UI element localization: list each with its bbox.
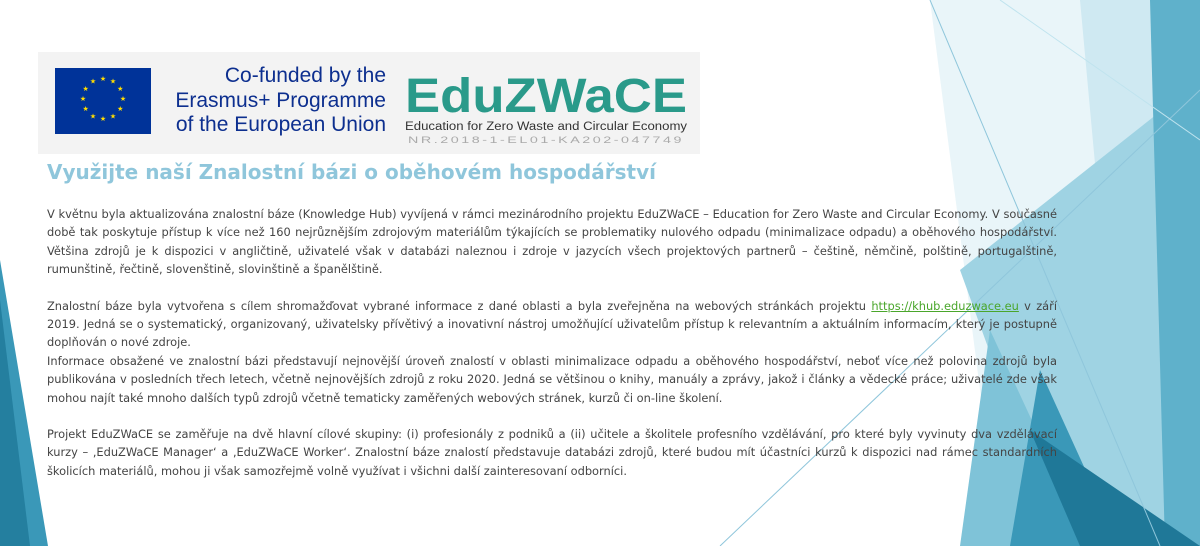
page-title: Využijte naší Znalostní bázi o oběhovém hospodářství (47, 160, 656, 184)
svg-text:★: ★ (109, 77, 117, 86)
svg-text:★: ★ (99, 115, 107, 123)
paragraph-4: Projekt EduZWaCE se zaměřuje na dvě hlavní cílové skupiny: (i) profesionály z podniků a (ii) učitele a školitele profesního vzdělávání, pro které byly vyvinuty dva vzdělávací kurzy – ‚EduZWaCE Manager‘ a ‚EduZWaCE Worker‘. Znalostní báze znalostí představuje databázi zdrojů, které budou mít účastníci kurzů k dispozici nad rámec standardních školicích materiálů, mohou ji však samozřejmě volně využívat i všichni další zainteresovaní odborníci. (47, 427, 1057, 478)
eu-line-3: of the European Union (175, 113, 386, 136)
article-body (47, 205, 1057, 480)
svg-text:★: ★ (119, 95, 127, 103)
eu-line-2: Erasmus+ Programme (175, 88, 386, 112)
svg-text:★: ★ (89, 112, 97, 121)
eu-line-1: Co-funded by the (224, 64, 386, 87)
svg-text:★: ★ (99, 75, 107, 83)
paragraph-2-rest: v září 2019. Jedná se o systematický, organizovaný, uživatelsky přívětivý a inovativní nástroj umožňující uživatelům přístup k relevantním a aktuálním informacím, který je postupně doplňován o nové zdroje. (47, 298, 1057, 350)
paragraph-2-intro: Znalostní báze byla vytvořena s cílem shromažďovat vybrané informace z dané oblasti a byla zveřejněna na webových stránkách projektu (47, 298, 867, 313)
svg-text:★: ★ (89, 77, 97, 86)
svg-text:★: ★ (82, 85, 89, 93)
svg-text:★: ★ (117, 105, 124, 113)
eduzwace-tagline: Education for Zero Waste and Circular Economy (405, 121, 688, 133)
svg-text:★: ★ (117, 85, 124, 93)
paragraph-2 (47, 297, 1057, 352)
svg-text:★: ★ (82, 105, 89, 113)
eu-cofunded-text (166, 64, 386, 138)
eduzwace-logo (404, 64, 694, 150)
svg-text:★: ★ (79, 95, 87, 103)
eduzwace-project-number: NR.2018-1-EL01-KA202-047749 (408, 135, 684, 145)
paragraph-3: Informace obsažené ve znalostní bázi představují nejnovější úroveň znalostí v oblasti minimalizace odpadu a oběhového hospodářství, neboť více než polovina zdrojů byla publikována v posledních třech letech, včetně nejnovějších zdrojů z roku 2020. Jedná se většinou o knihy, manuály a zprávy, jakož i články a vědecké práce; uživatelé zde však mohou najít také mnoho dalších typů zdrojů včetně tematicky zaměřených webových stránek, kurzů či on-line školení. (47, 353, 1057, 405)
eduzwace-wordmark: EduZWaCE (405, 70, 687, 123)
eu-flag-icon (55, 68, 151, 134)
knowledge-hub-link[interactable]: https://khub.eduzwace.eu (871, 298, 1019, 313)
svg-text:★: ★ (109, 112, 117, 121)
paragraph-1: V květnu byla aktualizována znalostní báze (Knowledge Hub) vyvíjená v rámci mezinárodního projektu EduZWaCE – Education for Zero Waste and Circular Economy. V současné době tak poskytuje přístup k více než 160 nejrůznějším zdrojovým materiálům týkajících se problematiky nulového odpadu (minimalizace odpadu) a oběhového hospodářství. Většina zdrojů je k dispozici v angličtině, uživatelé však v databázi naleznou i zdroje v jazycích všech projektových partnerů – češtině, němčině, polštině, portugalštině, rumunštině, řečtině, slovenštině, slovinštině a španělštině. (47, 207, 1057, 277)
